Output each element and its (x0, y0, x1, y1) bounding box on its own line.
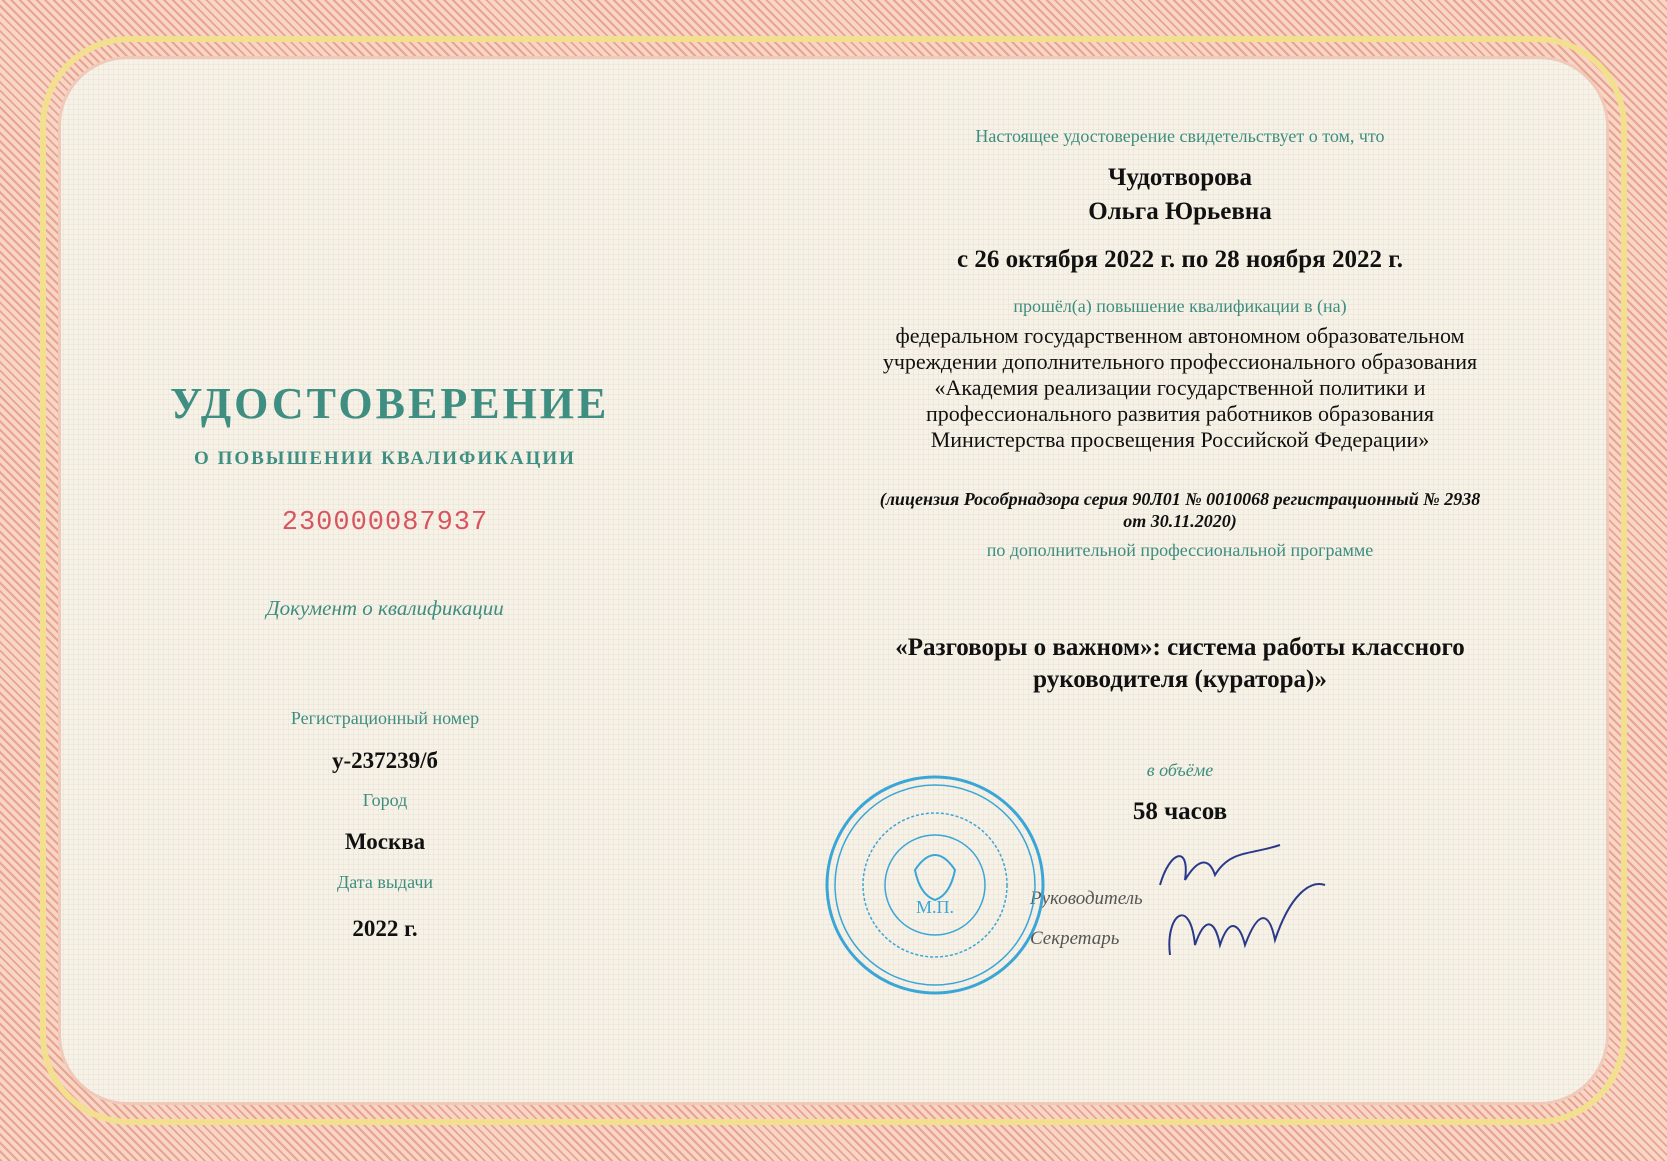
holder-name: Ольга Юрьевна (1088, 198, 1272, 225)
secretary-signature-label: Секретарь (1030, 928, 1120, 949)
volume-hours: 58 часов (1132, 798, 1228, 825)
training-period: с 26 октября 2022 г. по 28 ноября 2022 г. (956, 246, 1403, 273)
certificate-subtitle: О ПОВЫШЕНИИ КВАЛИФИКАЦИИ (194, 448, 576, 469)
intro-text: Настоящее удостоверение свидетельствует о том, что (975, 126, 1385, 146)
official-stamp (820, 770, 1050, 1000)
issue-date: 2022 г. (352, 916, 418, 941)
secretary-signature (1150, 875, 1330, 965)
city-value: Москва (344, 829, 426, 854)
city-label: Город (362, 790, 408, 810)
registration-label: Регистрационный номер (290, 708, 480, 728)
passed-text: прошёл(а) повышение квалификации в (на) (1013, 296, 1347, 316)
program-name: «Разговоры о важном»: система работы классного руководителя (куратора)» (895, 634, 1465, 693)
registration-number: у-237239/б (331, 748, 439, 773)
head-signature-label: Руководитель (1030, 888, 1143, 909)
license-info: (лицензия Рособрнадзора серия 90Л01 № 0010068 регистрационный № 2938 от 30.11.2020) (879, 489, 1481, 531)
issue-date-label: Дата выдачи (336, 872, 434, 892)
volume-label: в объёме (1146, 760, 1214, 780)
program-intro: по дополнительной профессиональной программе (986, 540, 1374, 560)
serial-number: 230000087937 (281, 508, 489, 538)
holder-surname: Чудотворова (1108, 164, 1252, 191)
organization-name: федеральном государственном автономном образовательном учреждении дополнительного профессионального образования «Академия реализации государственной политики и профессионального развития работников образования Министерства просвещения Российской Федерации» (882, 323, 1478, 452)
stamp-center-text: М.П. (915, 897, 955, 917)
certificate-title: УДОСТОВЕРЕНИЕ (170, 379, 610, 428)
document-type: Документ о квалификации (266, 596, 504, 620)
